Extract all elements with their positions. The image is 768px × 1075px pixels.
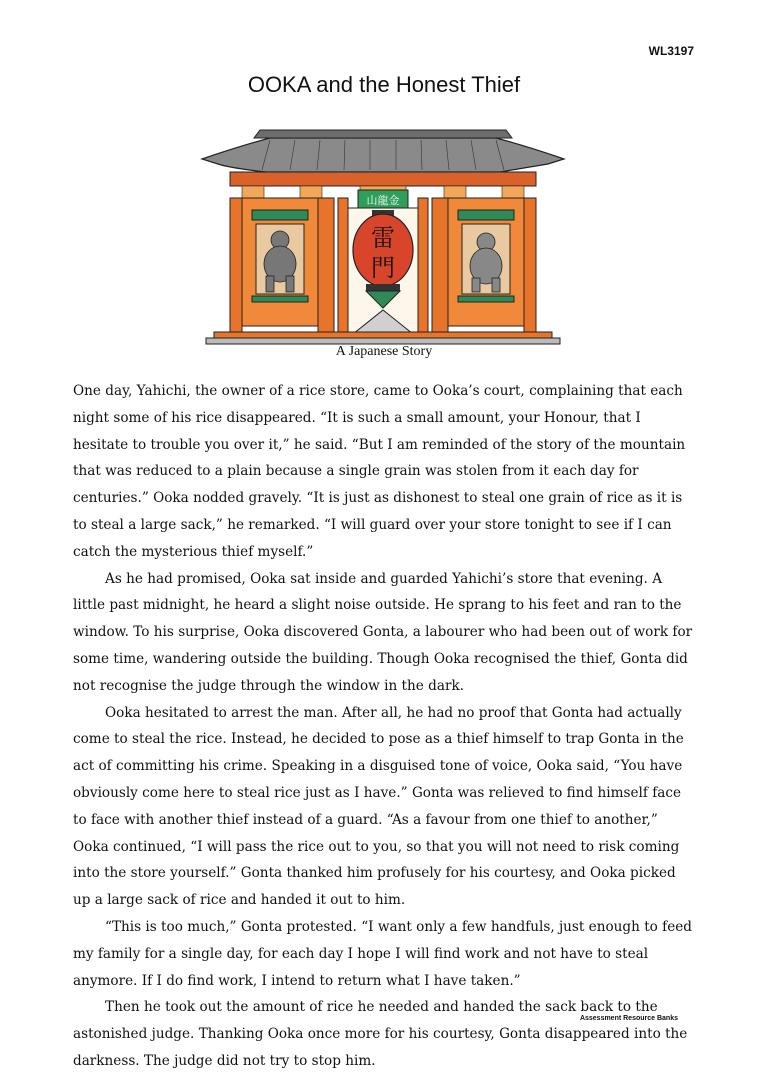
page-title: OOKA and the Honest Thief — [247, 72, 521, 97]
paragraph-4: “This is too much,” Gonta protested. “I want only a few handfuls, just enough to feed my family for a single day, for each day I hope I will find work and not have to steal anymore. If I do find work, I intend to return what I have taken.” — [73, 918, 692, 989]
paragraph-5: Then he took out the amount of rice he needed and handed the sack back to the astonished judge. Thanking Ooka once more for his courtesy, Gonta disappeared into the darkness. The judge did not try to stop him. — [73, 999, 688, 1069]
story-body — [73, 378, 697, 1075]
gate-sign-text: 山龍金 — [366, 194, 400, 207]
eave-band — [230, 172, 536, 186]
gate-roof — [202, 138, 564, 172]
left-green-trim — [252, 210, 308, 220]
paragraph-1: One day, Yahichi, the owner of a rice store, came to Ooka’s court, complaining that each night some of his rice disappeared. “It is such a small amount, your Honour, that I hesitate to trouble you over it,” he said. “But I am reminded of the story of the mountain that was reduced to a plain because a single grain was stolen from it each day for centuries.” Ooka nodded gravely. “It is just as dishonest to steal one grain of rice as it is to steal a large sack,” he remarked. “I will guard over your store tonight to see if I can catch the mysterious thief myself.” — [73, 383, 686, 560]
lantern-char-1: 雷 — [371, 224, 395, 252]
right-green-trim — [458, 210, 514, 220]
right-green-base — [458, 296, 514, 302]
document-code: WL3197 — [648, 44, 694, 58]
gate-roof-ridge — [254, 130, 512, 138]
illustration-caption: A Japanese Story — [335, 344, 433, 359]
footer-text: Assessment Resource Banks — [579, 1015, 678, 1022]
left-green-base — [252, 296, 308, 302]
paragraph-2: As he had promised, Ooka sat inside and guarded Yahichi’s store that evening. A little past midnight, he heard a slight noise outside. He sprang to his feet and ran to the window. To his surprise, Ooka discovered Gonta, a labourer who had been out of work for some time, wandering outside the building. Though Ooka recognised the thief, Gonta did not recognise the judge through the window in the dark. — [73, 570, 693, 694]
paragraph-3: Ooka hesitated to arrest the man. After all, he had no proof that Gonta had actually come to steal the rice. Instead, he decided to pose as a thief himself to trap Gonta in the act of committing his crime. Speaking in a disguised tone of voice, Ooka said, “You have obviously come here to steal rice just as I have.” Gonta was relieved to find himself face to face with another thief instead of a guard. “As a favour from one thief to another,” Ooka continued, “I will pass the rice out to you, so that you will not need to risk coming into the store yourself.” Gonta thanked him profusely for his courtesy, and Ooka picked up a large sack of rice and handed it out to him. — [73, 704, 684, 909]
lantern-char-2: 門 — [371, 254, 395, 282]
japanese-gate-illustration — [200, 124, 566, 346]
